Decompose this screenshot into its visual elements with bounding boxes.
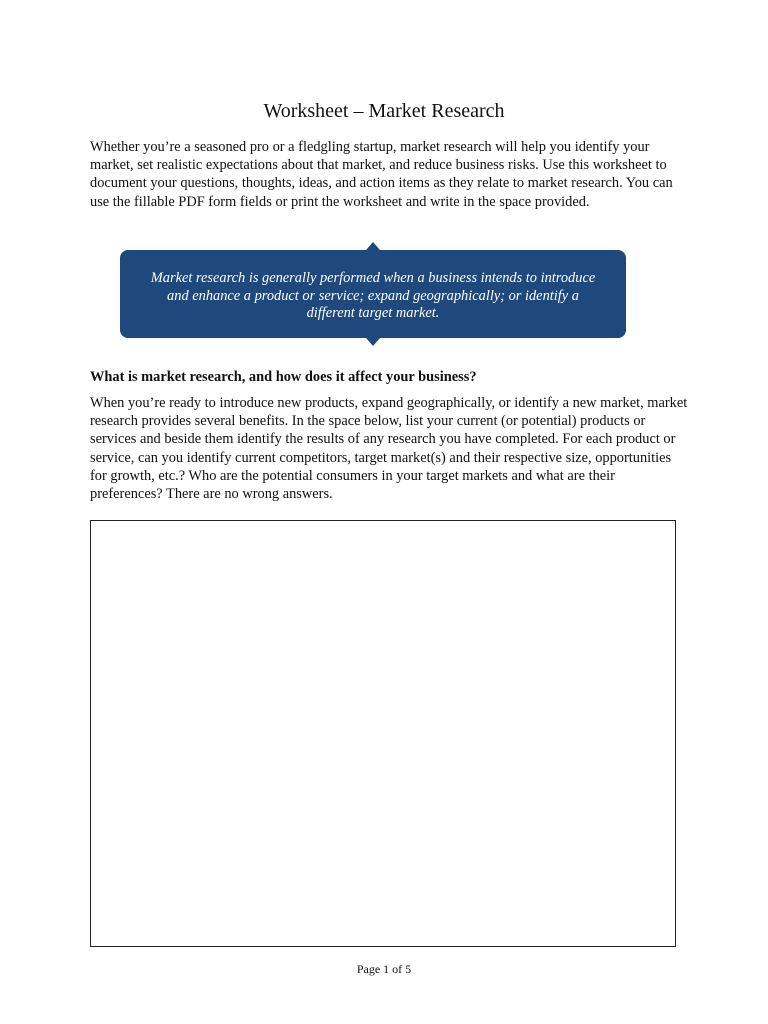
- page-number: Page 1 of 5: [356, 962, 412, 976]
- callout-box: [120, 250, 626, 338]
- answer-text-field[interactable]: [90, 520, 676, 947]
- page-title: Worksheet – Market Research: [263, 100, 505, 122]
- section-heading: What is market research, and how does it affect your business?: [90, 369, 477, 385]
- section-body: When you’re ready to introduce new products, expand geographically, or identify a new market, market research provides several benefits. In the space below, list your current (or potential) products or services and beside them identify the results of any research you have completed. For each product or service, can you identify current competitors, target market(s) and their respective size, opportunities for growth, etc.? Who are the potential consumers in your target markets and what are their preferences? There are no wrong answers.: [90, 395, 688, 503]
- callout-text: Market research is generally performed when a business intends to introduce and enhance a product or service; expand geographically; or identify a different target market.: [150, 270, 596, 321]
- intro-paragraph: Whether you’re a seasoned pro or a fledgling startup, market research will help you identify your market, set realistic expectations about that market, and reduce business risks. Use this worksheet to document your questions, thoughts, ideas, and action items as they relate to market research. You can use the fillable PDF form fields or print the worksheet and write in the space provided.: [90, 139, 673, 210]
